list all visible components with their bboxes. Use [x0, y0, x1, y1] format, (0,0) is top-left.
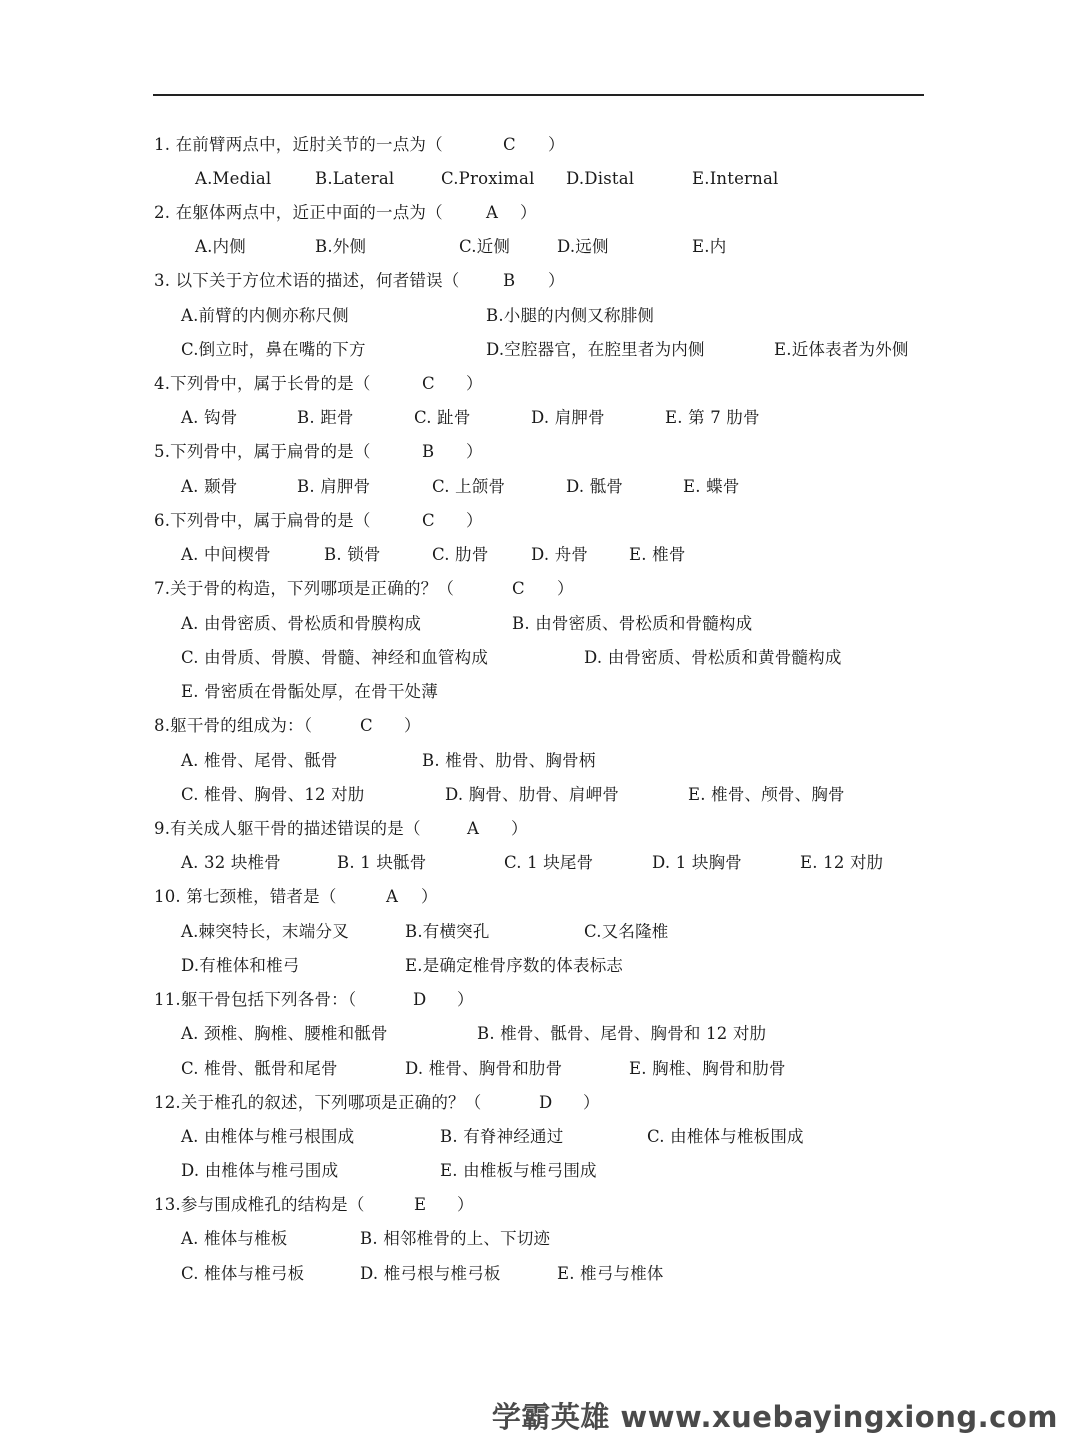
- option: C. 由骨质、骨膜、骨髓、神经和血管构成: [181, 648, 489, 667]
- option: B.小腿的内侧又称腓侧: [486, 306, 655, 325]
- option: E.近体表者为外侧: [774, 340, 909, 359]
- question-4-answer: C: [422, 374, 435, 393]
- question-4-stem: 4.下列骨中，属于长骨的是（: [154, 374, 371, 393]
- option: D. 椎骨、胸骨和肋骨: [405, 1059, 563, 1078]
- option: D. 椎弓根与椎弓板: [360, 1264, 501, 1283]
- question-9-stem: 9.有关成人躯干骨的描述错误的是（: [154, 819, 421, 838]
- question-11-close: ）: [457, 990, 474, 1009]
- question-13-answer: E: [414, 1195, 427, 1214]
- question-5-answer: B: [422, 442, 435, 461]
- option: E. 骨密质在骨骺处厚，在骨干处薄: [181, 682, 438, 701]
- question-5-stem: 5.下列骨中，属于扁骨的是（: [154, 442, 371, 461]
- option: C. 1 块尾骨: [504, 853, 594, 872]
- question-1-stem: 1. 在前臂两点中，近肘关节的一点为（: [154, 135, 443, 154]
- option: A.Medial: [195, 169, 272, 188]
- option: A. 32 块椎骨: [181, 853, 281, 872]
- option: C. 椎骨、胸骨、12 对肋: [181, 785, 365, 804]
- question-11-answer: D: [413, 990, 427, 1009]
- option: C. 由椎体与椎板围成: [647, 1127, 804, 1146]
- option: B. 相邻椎骨的上、下切迹: [360, 1229, 551, 1248]
- option: A. 由骨密质、骨松质和骨膜构成: [181, 614, 422, 633]
- question-10-close: ）: [421, 887, 438, 906]
- option: B.Lateral: [315, 169, 395, 188]
- question-8-answer: C: [360, 716, 373, 735]
- option: D. 由骨密质、骨松质和黄骨髓构成: [584, 648, 842, 667]
- question-12-stem: 12.关于椎孔的叙述，下列哪项是正确的？（: [154, 1093, 482, 1112]
- option: A. 由椎体与椎弓根围成: [181, 1127, 355, 1146]
- option: E.内: [692, 237, 727, 256]
- option: A.内侧: [195, 237, 246, 256]
- option: C. 椎体与椎弓板: [181, 1264, 305, 1283]
- question-1-answer: C: [503, 135, 516, 154]
- option: A.前臂的内侧亦称尺侧: [181, 306, 349, 325]
- question-9-close: ）: [511, 819, 528, 838]
- option: D.有椎体和椎弓: [181, 956, 300, 975]
- question-4-close: ）: [466, 374, 483, 393]
- question-2-answer: A: [486, 203, 499, 222]
- question-6-close: ）: [466, 511, 483, 530]
- option: E. 椎骨: [629, 545, 686, 564]
- question-6-stem: 6.下列骨中，属于扁骨的是（: [154, 511, 371, 530]
- question-10-stem: 10. 第七颈椎，错者是（: [154, 887, 337, 906]
- option: A. 中间楔骨: [181, 545, 271, 564]
- question-2-stem: 2. 在躯体两点中，近正中面的一点为（: [154, 203, 443, 222]
- option: E. 由椎板与椎弓围成: [440, 1161, 597, 1180]
- option: E. 12 对肋: [800, 853, 884, 872]
- option: E. 胸椎、胸骨和肋骨: [629, 1059, 786, 1078]
- option: C. 肋骨: [432, 545, 489, 564]
- question-5-close: ）: [466, 442, 483, 461]
- option: C. 上颌骨: [432, 477, 506, 496]
- option: E. 第 7 肋骨: [665, 408, 760, 427]
- question-2-close: ）: [520, 203, 537, 222]
- option: B. 肩胛骨: [297, 477, 371, 496]
- question-12-answer: D: [539, 1093, 553, 1112]
- site-watermark: 学霸英雄 www.xuebayingxiong.com: [491, 1400, 1058, 1434]
- option: D. 舟骨: [531, 545, 589, 564]
- question-12-close: ）: [583, 1093, 600, 1112]
- question-3-answer: B: [503, 271, 516, 290]
- option: D. 1 块胸骨: [652, 853, 742, 872]
- option: C.倒立时，鼻在嘴的下方: [181, 340, 366, 359]
- option: C. 椎骨、骶骨和尾骨: [181, 1059, 338, 1078]
- option: A. 钩骨: [181, 408, 238, 427]
- option: D. 肩胛骨: [531, 408, 605, 427]
- option: A. 椎体与椎板: [181, 1229, 288, 1248]
- option: B.有横突孔: [405, 922, 490, 941]
- option: D. 胸骨、肋骨、肩岬骨: [445, 785, 620, 804]
- question-3-stem: 3. 以下关于方位术语的描述，何者错误（: [154, 271, 460, 290]
- option: E. 蝶骨: [683, 477, 740, 496]
- question-6-answer: C: [422, 511, 435, 530]
- option: B. 椎骨、骶骨、尾骨、胸骨和 12 对肋: [477, 1024, 767, 1043]
- header-rule: [153, 94, 924, 96]
- question-1-close: ）: [548, 135, 565, 154]
- question-3-close: ）: [548, 271, 565, 290]
- question-7-close: ）: [557, 579, 574, 598]
- option: B. 距骨: [297, 408, 354, 427]
- option: D.Distal: [566, 169, 635, 188]
- question-10-answer: A: [386, 887, 399, 906]
- option: D. 由椎体与椎弓围成: [181, 1161, 339, 1180]
- option: D. 骶骨: [566, 477, 624, 496]
- question-13-close: ）: [457, 1195, 474, 1214]
- question-11-stem: 11.躯干骨包括下列各骨：（: [154, 990, 357, 1009]
- question-7-answer: C: [512, 579, 525, 598]
- option: B. 1 块骶骨: [337, 853, 427, 872]
- question-13-stem: 13.参与围成椎孔的结构是（: [154, 1195, 365, 1214]
- option: C.Proximal: [441, 169, 535, 188]
- option: E. 椎弓与椎体: [557, 1264, 664, 1283]
- question-9-answer: A: [467, 819, 480, 838]
- question-7-stem: 7.关于骨的构造，下列哪项是正确的？（: [154, 579, 455, 598]
- option: C. 趾骨: [414, 408, 471, 427]
- option: A. 颈椎、胸椎、腰椎和骶骨: [181, 1024, 388, 1043]
- option: C.近侧: [459, 237, 511, 256]
- option: A. 颞骨: [181, 477, 238, 496]
- option: B. 有脊神经通过: [440, 1127, 564, 1146]
- option: D.空腔器官，在腔里者为内侧: [486, 340, 705, 359]
- option: E.是确定椎骨序数的体表标志: [405, 956, 624, 975]
- option: E.Internal: [692, 169, 779, 188]
- option: A. 椎骨、尾骨、骶骨: [181, 751, 338, 770]
- option: B. 椎骨、肋骨、胸骨柄: [422, 751, 596, 770]
- option: B. 由骨密质、骨松质和骨髓构成: [512, 614, 753, 633]
- option: A.棘突特长，末端分叉: [181, 922, 349, 941]
- option: B. 锁骨: [324, 545, 381, 564]
- option: E. 椎骨、颅骨、胸骨: [688, 785, 845, 804]
- question-8-stem: 8.躯干骨的组成为：（: [154, 716, 313, 735]
- option: C.又名隆椎: [584, 922, 669, 941]
- question-8-close: ）: [404, 716, 421, 735]
- option: D.远侧: [557, 237, 609, 256]
- option: B.外侧: [315, 237, 367, 256]
